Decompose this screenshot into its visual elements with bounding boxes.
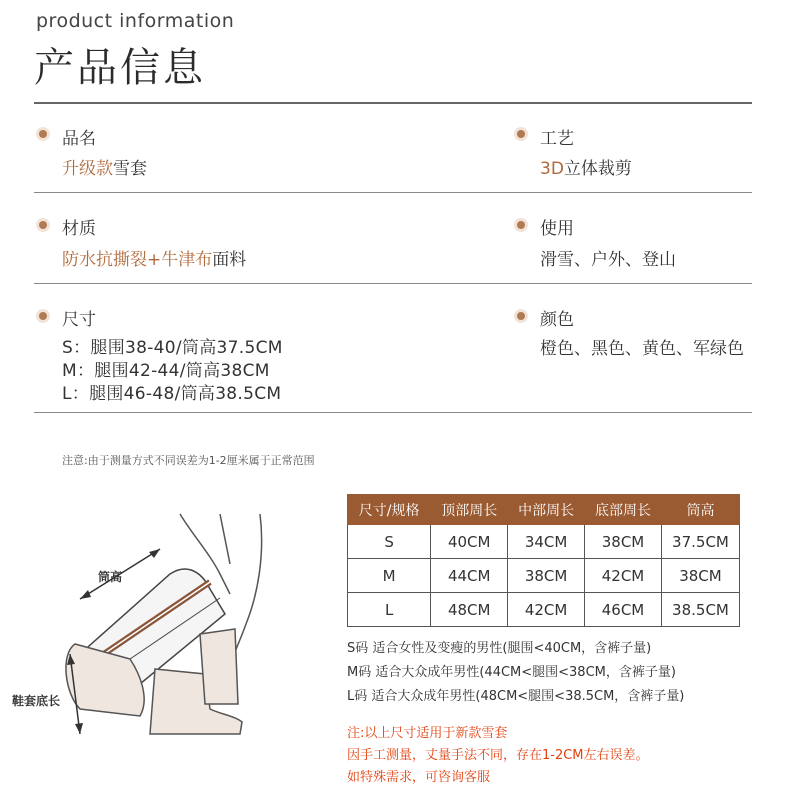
measurement-note: 注意:由于测量方式不同误差为1-2厘米属于正常范围 [62, 454, 315, 467]
name-value [62, 154, 147, 179]
table-cell: M [348, 559, 431, 593]
table-cell: 46CM [585, 593, 662, 627]
fit-note-m: M码 适合大众成年男性(44CM<腿围<38CM，含裤子量) [347, 665, 676, 680]
craft-label: 工艺 [540, 129, 574, 149]
table-cell: 40CM [431, 525, 508, 559]
leg-gaiter-illustration [20, 494, 340, 764]
table-header-cell: 底部周长 [585, 495, 662, 525]
name-value-rest: 雪套 [113, 159, 147, 179]
bullet-dot-icon [514, 218, 528, 232]
table-header-cell: 筒高 [661, 495, 739, 525]
size-line-m: M：腿围42-44/筒高38CM [62, 361, 270, 381]
row-divider [34, 283, 752, 284]
table-cell: 37.5CM [661, 525, 739, 559]
warning-note-1: 注:以上尺寸适用于新款雪套 [347, 726, 508, 741]
table-header-cell: 中部周长 [508, 495, 585, 525]
table-row [348, 559, 740, 593]
warning-note-2: 因手工测量，丈量手法不同，存在1-2CM左右误差。 [347, 748, 649, 763]
table-header-cell: 顶部周长 [431, 495, 508, 525]
bullet-dot-icon [36, 127, 50, 141]
table-cell: L [348, 593, 431, 627]
warning-note-3: 如特殊需求，可咨询客服 [347, 770, 491, 785]
usage-value: 滑雪、户外、登山 [540, 250, 676, 270]
table-row [348, 593, 740, 627]
size-line-l: L：腿围46-48/筒高38.5CM [62, 384, 282, 404]
craft-value-rest: 立体裁剪 [563, 159, 632, 179]
chinese-title: 产品信息 [34, 45, 206, 91]
table-cell: 34CM [508, 525, 585, 559]
craft-value [540, 154, 632, 179]
size-label: 尺寸 [62, 310, 96, 330]
row-divider [34, 192, 752, 193]
name-label: 品名 [62, 129, 96, 149]
material-value-accent: 防水抗撕裂+牛津布 [62, 250, 213, 270]
table-cell: 38CM [508, 559, 585, 593]
english-title: product information [36, 10, 235, 32]
table-header-cell: 尺寸/规格 [348, 495, 431, 525]
table-row [348, 525, 740, 559]
row-divider [34, 412, 752, 413]
size-line-s: S：腿围38-40/筒高37.5CM [62, 338, 283, 358]
material-label: 材质 [62, 219, 96, 239]
name-value-accent: 升级款 [62, 159, 113, 179]
table-cell: 42CM [585, 559, 662, 593]
table-cell: 38CM [585, 525, 662, 559]
size-table [347, 494, 740, 627]
bullet-dot-icon [36, 309, 50, 323]
tube-height-label: 筒高 [98, 570, 123, 584]
sole-length-label: 鞋套底长 [12, 694, 61, 708]
header-divider [34, 102, 752, 104]
table-cell: S [348, 525, 431, 559]
craft-value-accent: 3D [540, 159, 564, 179]
table-cell: 38CM [661, 559, 739, 593]
bullet-dot-icon [514, 127, 528, 141]
table-cell: 42CM [508, 593, 585, 627]
material-value [62, 245, 246, 270]
table-header-row [348, 495, 740, 525]
material-value-rest: 面料 [212, 250, 247, 270]
table-cell: 38.5CM [661, 593, 739, 627]
fit-note-s: S码 适合女性及变瘦的男性(腿围<40CM，含裤子量) [347, 641, 652, 656]
table-cell: 48CM [431, 593, 508, 627]
fit-note-l: L码 适合大众成年男性(48CM<腿围<38.5CM，含裤子量) [347, 689, 685, 704]
usage-label: 使用 [540, 219, 574, 239]
color-label: 颜色 [540, 310, 574, 330]
table-cell: 44CM [431, 559, 508, 593]
bullet-dot-icon [36, 218, 50, 232]
color-value: 橙色、黑色、黄色、军绿色 [540, 339, 744, 359]
bullet-dot-icon [514, 309, 528, 323]
gaiter-diagram [12, 494, 340, 764]
